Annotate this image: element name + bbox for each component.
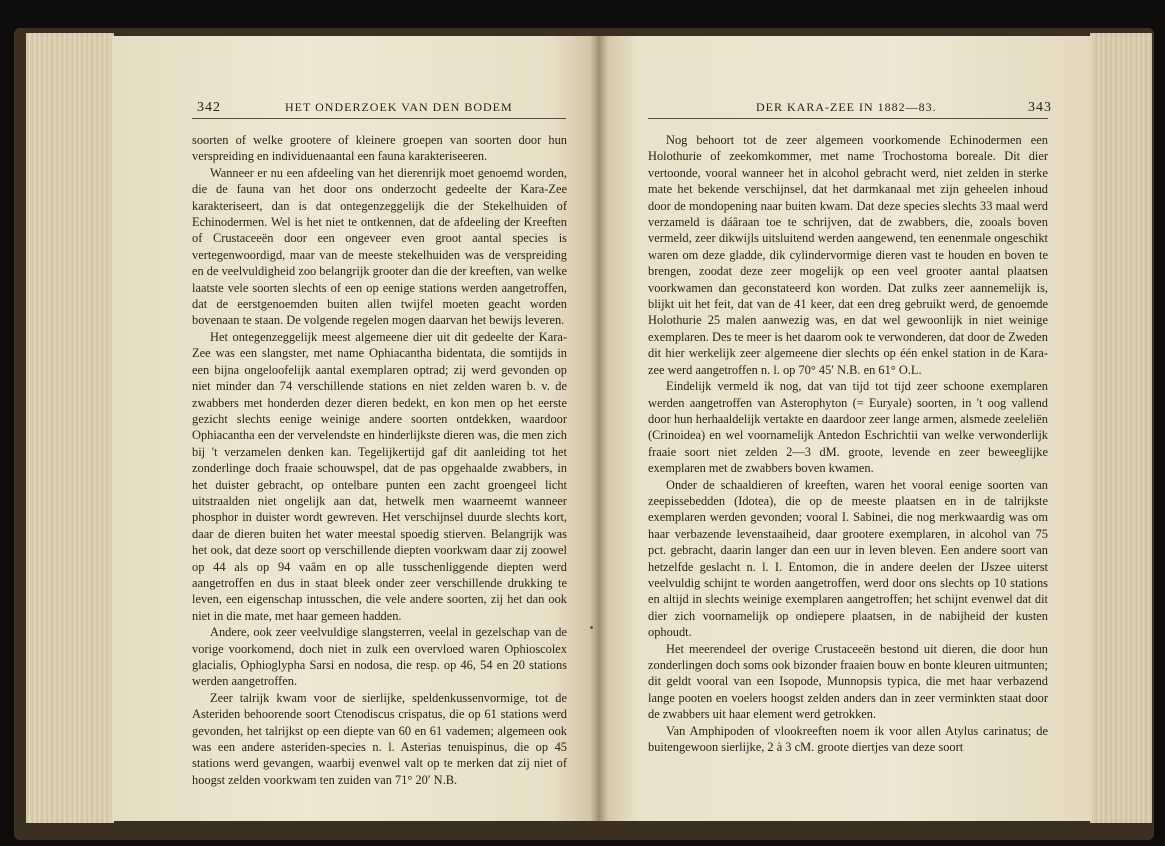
right-header-rule [648, 118, 1048, 119]
paragraph: Het meerendeel der overige Crustaceeën bestond uit dieren, die door hun zonderlingen doch soms ook bizonder fraaien bouw en bonte kleuren uitmunten; dit geldt vooral van een Isopode, Munnopsis typica, die met haar verbazend lange pooten en voelers hoogst zelden anders dan in zeer verminkten staat door de zwabbers uit haar element werd getrokken. [648, 641, 1048, 722]
paragraph: soorten of welke grootere of kleinere groepen van soorten door hun verspreiding en individuenaantal een fauna karakteriseeren. [192, 133, 567, 164]
page-edges-left [26, 33, 114, 823]
left-page-number: 342 [197, 100, 221, 115]
paragraph: Van Amphipoden of vlookreeften noem ik voor allen Atylus carinatus; de buitengewoon sierlijke, 2 à 3 cM. groote diertjes van deze soort [648, 723, 1048, 755]
right-page-number: 343 [1028, 100, 1052, 115]
book-gutter [590, 36, 608, 821]
paragraph: Nog behoort tot de zeer algemeen voorkomende Echinodermen een Holothurie of zeekomkommer, met name Trochostoma boreale. Dit dier vertoonde, vooral wanneer het in alcohol gebracht werd, niet zelden in sterke mate het bekende verschijnsel, dat het darmkanaal met zijn geheelen inhoud door de mondopening naar buiten kwam. Dat deze species slechts 33 maal werd verzameld is dáâraan toe te schrijven, dat de zwabbers, die, zooals boven vermeld, zeer dikwijls uitsluitend werden aangewend, ten eenenmale ongeschikt waren om deze gladde, dik cylindervormige dieren vast te houden en boven te brengen, zoodat deze zeer mogelijk op een veel grooter aantal plaatsen voorkwamen dan geconstateerd kon worden. Dat zulks zeer aannemelijk is, blijkt uit het feit, dat van de 41 keer, dat een dreg gebruikt werd, de genoemde Holothurie 25 malen aanwezig was, en dat wel gewoonlijk in niet weinige exemplaren. Des te meer is het daarom ook te verwonderen, dat door de Zweden dit hier werkelijk zeer algemeene dier slechts op één enkel station in de Kara-zee werd aangetroffen n. l. op 70° 45′ N.B. en 61° O.L. [648, 133, 1048, 377]
left-body-text [192, 132, 567, 788]
paragraph: Onder de schaaldieren of kreeften, waren het vooral eenige soorten van zeepissebedden (Idotea), die op de meeste plaatsen en in de talrijkste exemplaren werden gevonden; vooral I. Sabinei, die nog merkwaardig was om haar verbazende levenstaaiheid, daar grootere exemplaren, in alcohol van 75 pct. gebracht, daarin langer dan een uur in leven bleven. Een andere soort van hetzelfde geslacht n. l. I. Entomon, die in andere deelen der IJszee uiterst veelvuldig schijnt te worden aangetroffen, werd door ons slechts op 10 stations en altijd in slechts weinige exemplaren aangetroffen; het schijnt evenwel dat dit dier zich voornamelijk op ondiepere plaatsen, in de nabijheid der kusten ophoudt. [648, 477, 1048, 640]
paragraph: Andere, ook zeer veelvuldige slangsterren, veelal in gezelschap van de vorige voorkomend, doch niet in zulk een overvloed waren Ophioscolex glacialis, Ophioglypha Sarsi en nodosa, die resp. op 46, 54 en 20 stations werden aangetroffen. [192, 625, 567, 689]
paragraph: Eindelijk vermeld ik nog, dat van tijd tot tijd zeer schoone exemplaren werden aangetroffen van Asterophyton (= Euryale) soorten, in 't oog vallend door hun herhaaldelijk vertakte en daardoor zeer lange armen, alsmede zeeleliën (Crinoidea) en wel voornamelijk Antedon Eschrichtii van welke verwonderlijk fraaie soort niet zelden 2—3 dM. groote, levende en zeer beweeglijke exemplaren met de zwabbers boven kwamen. [648, 379, 1048, 476]
page-edges-right [1090, 33, 1152, 823]
paragraph: Wanneer er nu een afdeeling van het dierenrijk moet genoemd worden, die de fauna van het door ons onderzocht gedeelte der Kara-Zee karakteriseert, dan is dat ontegenzeggelijk die der Stekelhuiden of Echinodermen. Wel is het niet te ontkennen, dat de afdeeling der Kreeften of Crustaceeën door een ongeveer even groot aantal species is vertegenwoordigd, maar van de meeste stekelhuiden was de verspreiding en de veelvuldigheid zoo belangrijk grooter dan die der kreeften, van welke laatste vele soorten slechts of een op eenige stations werden aangetroffen, dat de eerstgenoemden buiten allen twijfel moeten geacht worden bovenaan te staan. De volgende regelen mogen daarvan het bewijs leveren. [192, 165, 568, 328]
left-running-head: HET ONDERZOEK VAN DEN BODEM [285, 100, 513, 114]
right-body-text [648, 132, 1048, 755]
right-running-head: DER KARA-ZEE IN 1882—83. [756, 100, 937, 114]
paragraph: Zeer talrijk kwam voor de sierlijke, speldenkussenvormige, tot de Asteriden behoorende soort Ctenodiscus crispatus, die op 61 stations werd gevonden, het talrijkst op een diepte van 60 en 61 vademen; algemeen ook was een andere asteriden-species n. l. Asterias tenuispinus, die op 45 stations werd gevangen, waarbij evenwel valt op te merken dat zij niet of hoogst zelden voorkwam ten zuiden van 71° 20′ N.B. [192, 690, 567, 787]
margin-mark [590, 626, 593, 629]
paragraph: Het ontegenzeggelijk meest algemeene dier uit dit gedeelte der Kara-Zee was een slangster, met name Ophiacantha bidentata, die somtijds in een bijna ongeloofelijk aantal exemplaren optrad; zij werd gevonden op niet minder dan 74 verschillende stations en niet zelden waren b. v. de zwabbers met honderden dezer dieren bedekt, en kon men op het eerste gezicht slechts eenige weinige andere soorten ontdekken, waardoor Ophiacantha een der vervelendste en hinderlijkste dieren was, die men zich bij 't verzamelen denken kan. Tegelijkertijd gaf dit aanleiding tot het zonderlinge doch fraaie schouwspel, dat de pas opgehaalde zwabbers, in het duister gebracht, op ontelbare punten een zacht groengeel licht uitstraalden niet ongelijk aan dat, hetwelk men waarneemt wanneer phosphor in duister wordt gewreven. Het verschijnsel duurde slechts kort, daar de dieren buiten het water meestal spoedig stierven. Belangrijk was het ook, dat deze soort op verschillende diepten voorkwam daar zij zoowel op 44 als op 94 vaâm en op alle tusschenliggende diepten werd aangetroffen en dus in staat bleek onder zeer verschillende drukking te leven, een eigenschap intusschen, die vele andere soorten, zij het dan ook niet in die mate, met haar gemeen hadden. [192, 329, 567, 623]
left-header-rule [192, 118, 566, 119]
